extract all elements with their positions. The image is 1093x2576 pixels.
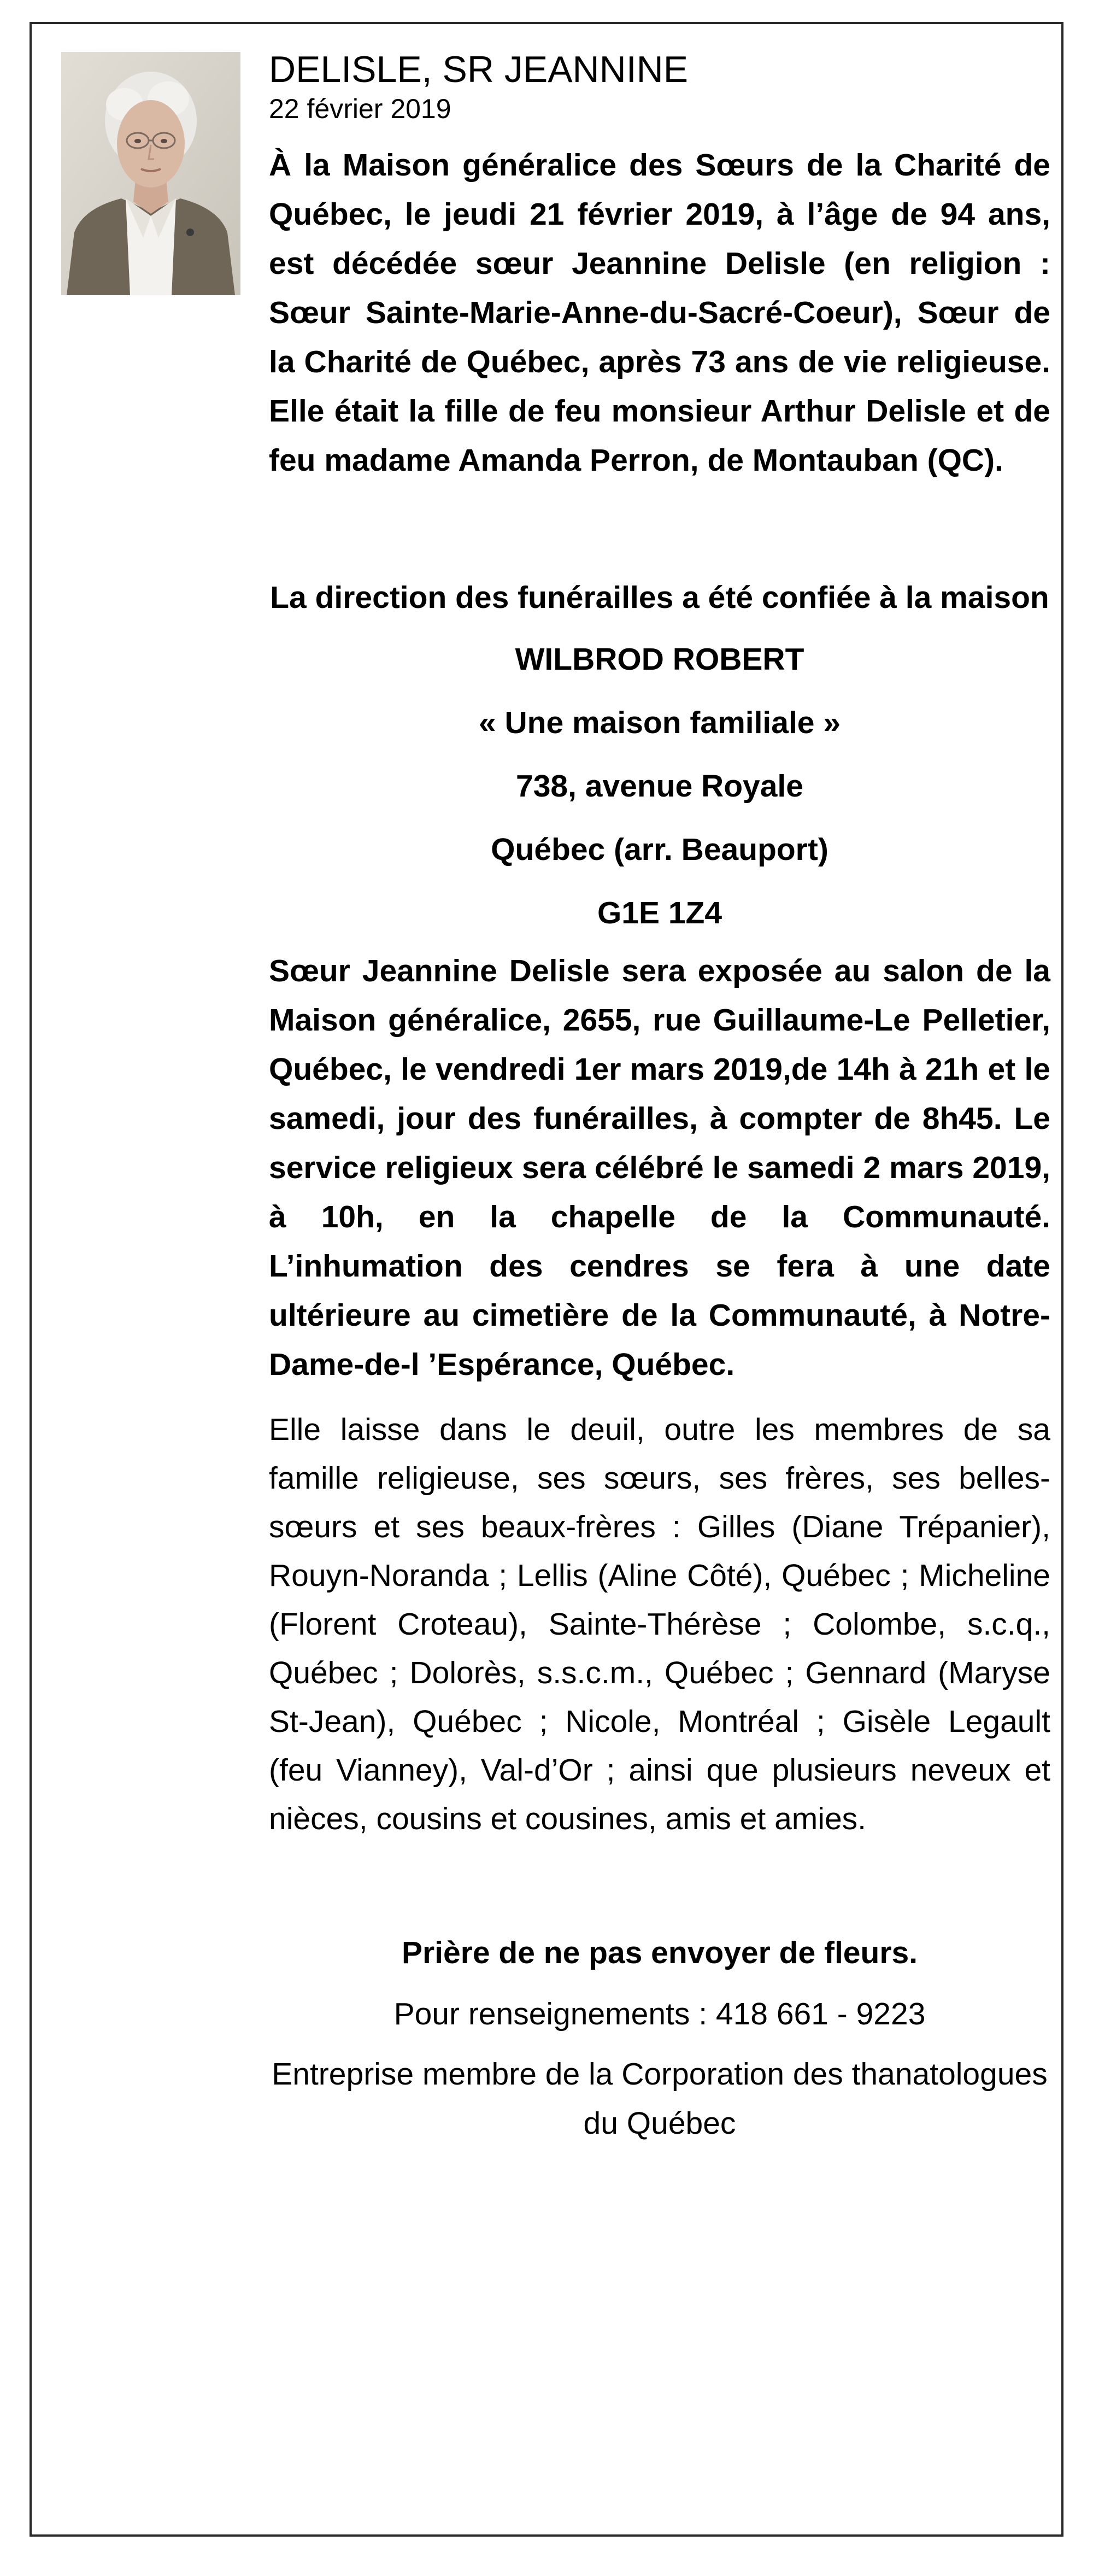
funeral-home-city: Québec (arr. Beauport) bbox=[491, 832, 828, 867]
funeral-home-slogan: « Une maison familiale » bbox=[478, 705, 841, 740]
deceased-name: DELISLE, SR JEANNINE bbox=[269, 49, 689, 90]
funeral-direction-intro: La direction des funérailles a été confiée à la maison bbox=[270, 580, 1049, 615]
funeral-home-street: 738, avenue Royale bbox=[516, 769, 803, 804]
publication-date: 22 février 2019 bbox=[269, 93, 451, 124]
membership-note: Entreprise membre de la Corporation des thanatologues du Québec bbox=[272, 2057, 1048, 2141]
portrait-photo bbox=[61, 52, 240, 295]
closing-block bbox=[269, 1934, 1050, 2148]
funeral-home-name: WILBROD ROBERT bbox=[515, 642, 804, 677]
obituary-content bbox=[269, 46, 1050, 2148]
no-flowers-note: Prière de ne pas envoyer de fleurs. bbox=[401, 1935, 918, 1970]
portrait-icon bbox=[61, 52, 240, 295]
funeral-home-block bbox=[269, 572, 1050, 932]
funeral-home-postal-code: G1E 1Z4 bbox=[597, 895, 722, 930]
contact-info: Pour renseignements : 418 661 - 9223 bbox=[393, 1997, 926, 2031]
visitation-details: Sœur Jeannine Delisle sera exposée au salon de la Maison généralice, 2655, rue Guillaume-Le Pelletier, Québec, le vendredi 1er mars 2019,de 14h à 21h et le samedi, jour des funérailles, à compter de 8h45. Le service religieux sera célébré le samedi 2 mars 2019, à 10h, en la chapelle de la Communauté. L’inhumation des cendres se fera à une date ultérieure au cimetière de la Communauté, à Notre-Dame-de-l ’Espérance, Québec. bbox=[269, 953, 1050, 1382]
death-announcement: À la Maison généralice des Sœurs de la Charité de Québec, le jeudi 21 février 2019, à l’âge de 94 ans, est décédée sœur Jeannine Delisle (en religion : Sœur Sainte-Marie-Anne-du-Sacré-Coeur), Sœur de la Charité de Québec, après 73 ans de vie religieuse. Elle était la fille de feu monsieur Arthur Delisle et de feu madame Amanda Perron, de Montauban (QC). bbox=[269, 148, 1050, 478]
survivors-list: Elle laisse dans le deuil, outre les membres de sa famille religieuse, ses sœurs, ses frères, ses belles-sœurs et ses beaux-frères : Gilles (Diane Trépanier), Rouyn-Noranda ; Lellis (Aline Côté), Québec ; Micheline (Florent Croteau), Sainte-Thérèse ; Colombe, s.c.q., Québec ; Dolorès, s.s.c.m., Québec ; Gennard (Maryse St-Jean), Québec ; Nicole, Montréal ; Gisèle Legault (feu Vianney), Val-d’Or ; ainsi que plusieurs neveux et nièces, cousins et cousines, amis et amies. bbox=[269, 1412, 1050, 1836]
